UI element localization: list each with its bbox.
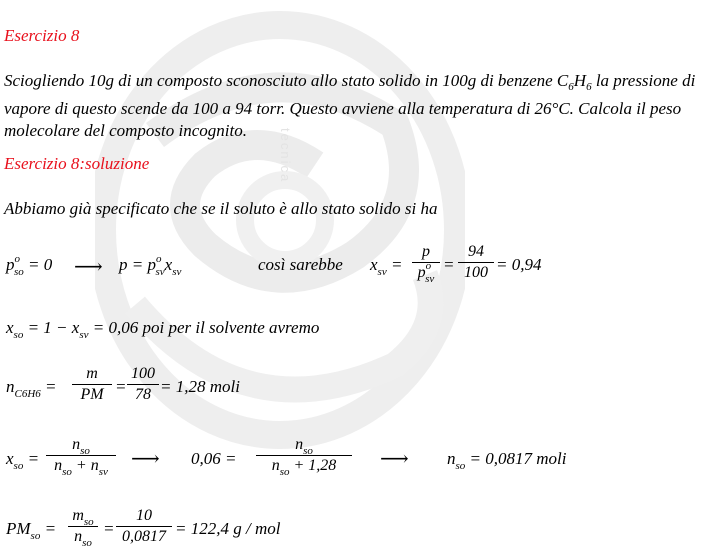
eq1-lhs: $p^o_{so} = 0$ [6, 253, 53, 278]
eq1-fraction-2: $\frac{94}{100}$ [458, 243, 494, 282]
arrow-icon: ⟶ [74, 256, 103, 278]
solution-title: Esercizio 8:soluzione [4, 154, 150, 173]
eq1-fraction-1: p $p^o_{sv}$ [412, 243, 440, 282]
arrow-icon: ⟶ [380, 448, 409, 470]
eq4-result: $n_{so} = 0,0817$ moli [447, 449, 567, 472]
eq4-lhs: $x_{so}$ = [6, 449, 40, 472]
eq5-fraction-1: $m_{so}$ $n_{so}$ [68, 507, 98, 546]
eq4-fraction-2: $n_{so}$ $n_{so} + 1,28$ [256, 436, 352, 475]
watermark-text: tecnica [278, 128, 293, 184]
eq3-fraction-1: $\frac{m}{PM}$ [72, 365, 112, 404]
eq1-eq-2: = [443, 255, 455, 274]
eq5-result: = 122,4 g / mol [175, 519, 281, 538]
eq3-fraction-2: $\frac{100}{78}$ [127, 365, 159, 404]
eq1-result: = 0,94 [496, 255, 542, 274]
eq1-xsv: $x_{sv}$ = [370, 255, 403, 278]
eq1-cosi: così sarebbe [258, 255, 343, 274]
eq4-fraction-1: $n_{so}$ $n_{so} + n_{sv}$ [46, 436, 116, 475]
eq3-result: = 1,28 moli [160, 377, 240, 396]
intro-text: Abbiamo già specificato che se il soluto è allo stato solido si ha [4, 199, 438, 218]
arrow-icon: ⟶ [131, 448, 160, 470]
eq1-rhs: $p = p^o_{sv}x_{sv}$ [119, 253, 182, 278]
problem-text: Sciogliendo 10g di un composto sconosciuto allo stato solido in 100g di benzene $C_6H_6$ la pressione di vapore di questo scende da 100 a 94 torr. Questo avviene alla temperatura di 26°C. Calcola il peso molecolare del composto incognito. [4, 71, 696, 140]
eq3-lhs: $n_{C6H6}$ = [6, 377, 57, 400]
eq3-eq-2: = [115, 377, 127, 396]
eq4-value: 0,06 = [191, 449, 237, 468]
eq5-eq-2: = [103, 519, 115, 538]
eq5-fraction-2: $\frac{10}{0,0817}$ [116, 507, 172, 546]
exercise-title: Esercizio 8 [4, 26, 80, 45]
eq5-lhs: $PM_{so}$ = [6, 519, 57, 542]
eq2: $x_{so} = 1 - x_{sv} = 0,06$ poi per il solvente avremo [6, 318, 320, 341]
